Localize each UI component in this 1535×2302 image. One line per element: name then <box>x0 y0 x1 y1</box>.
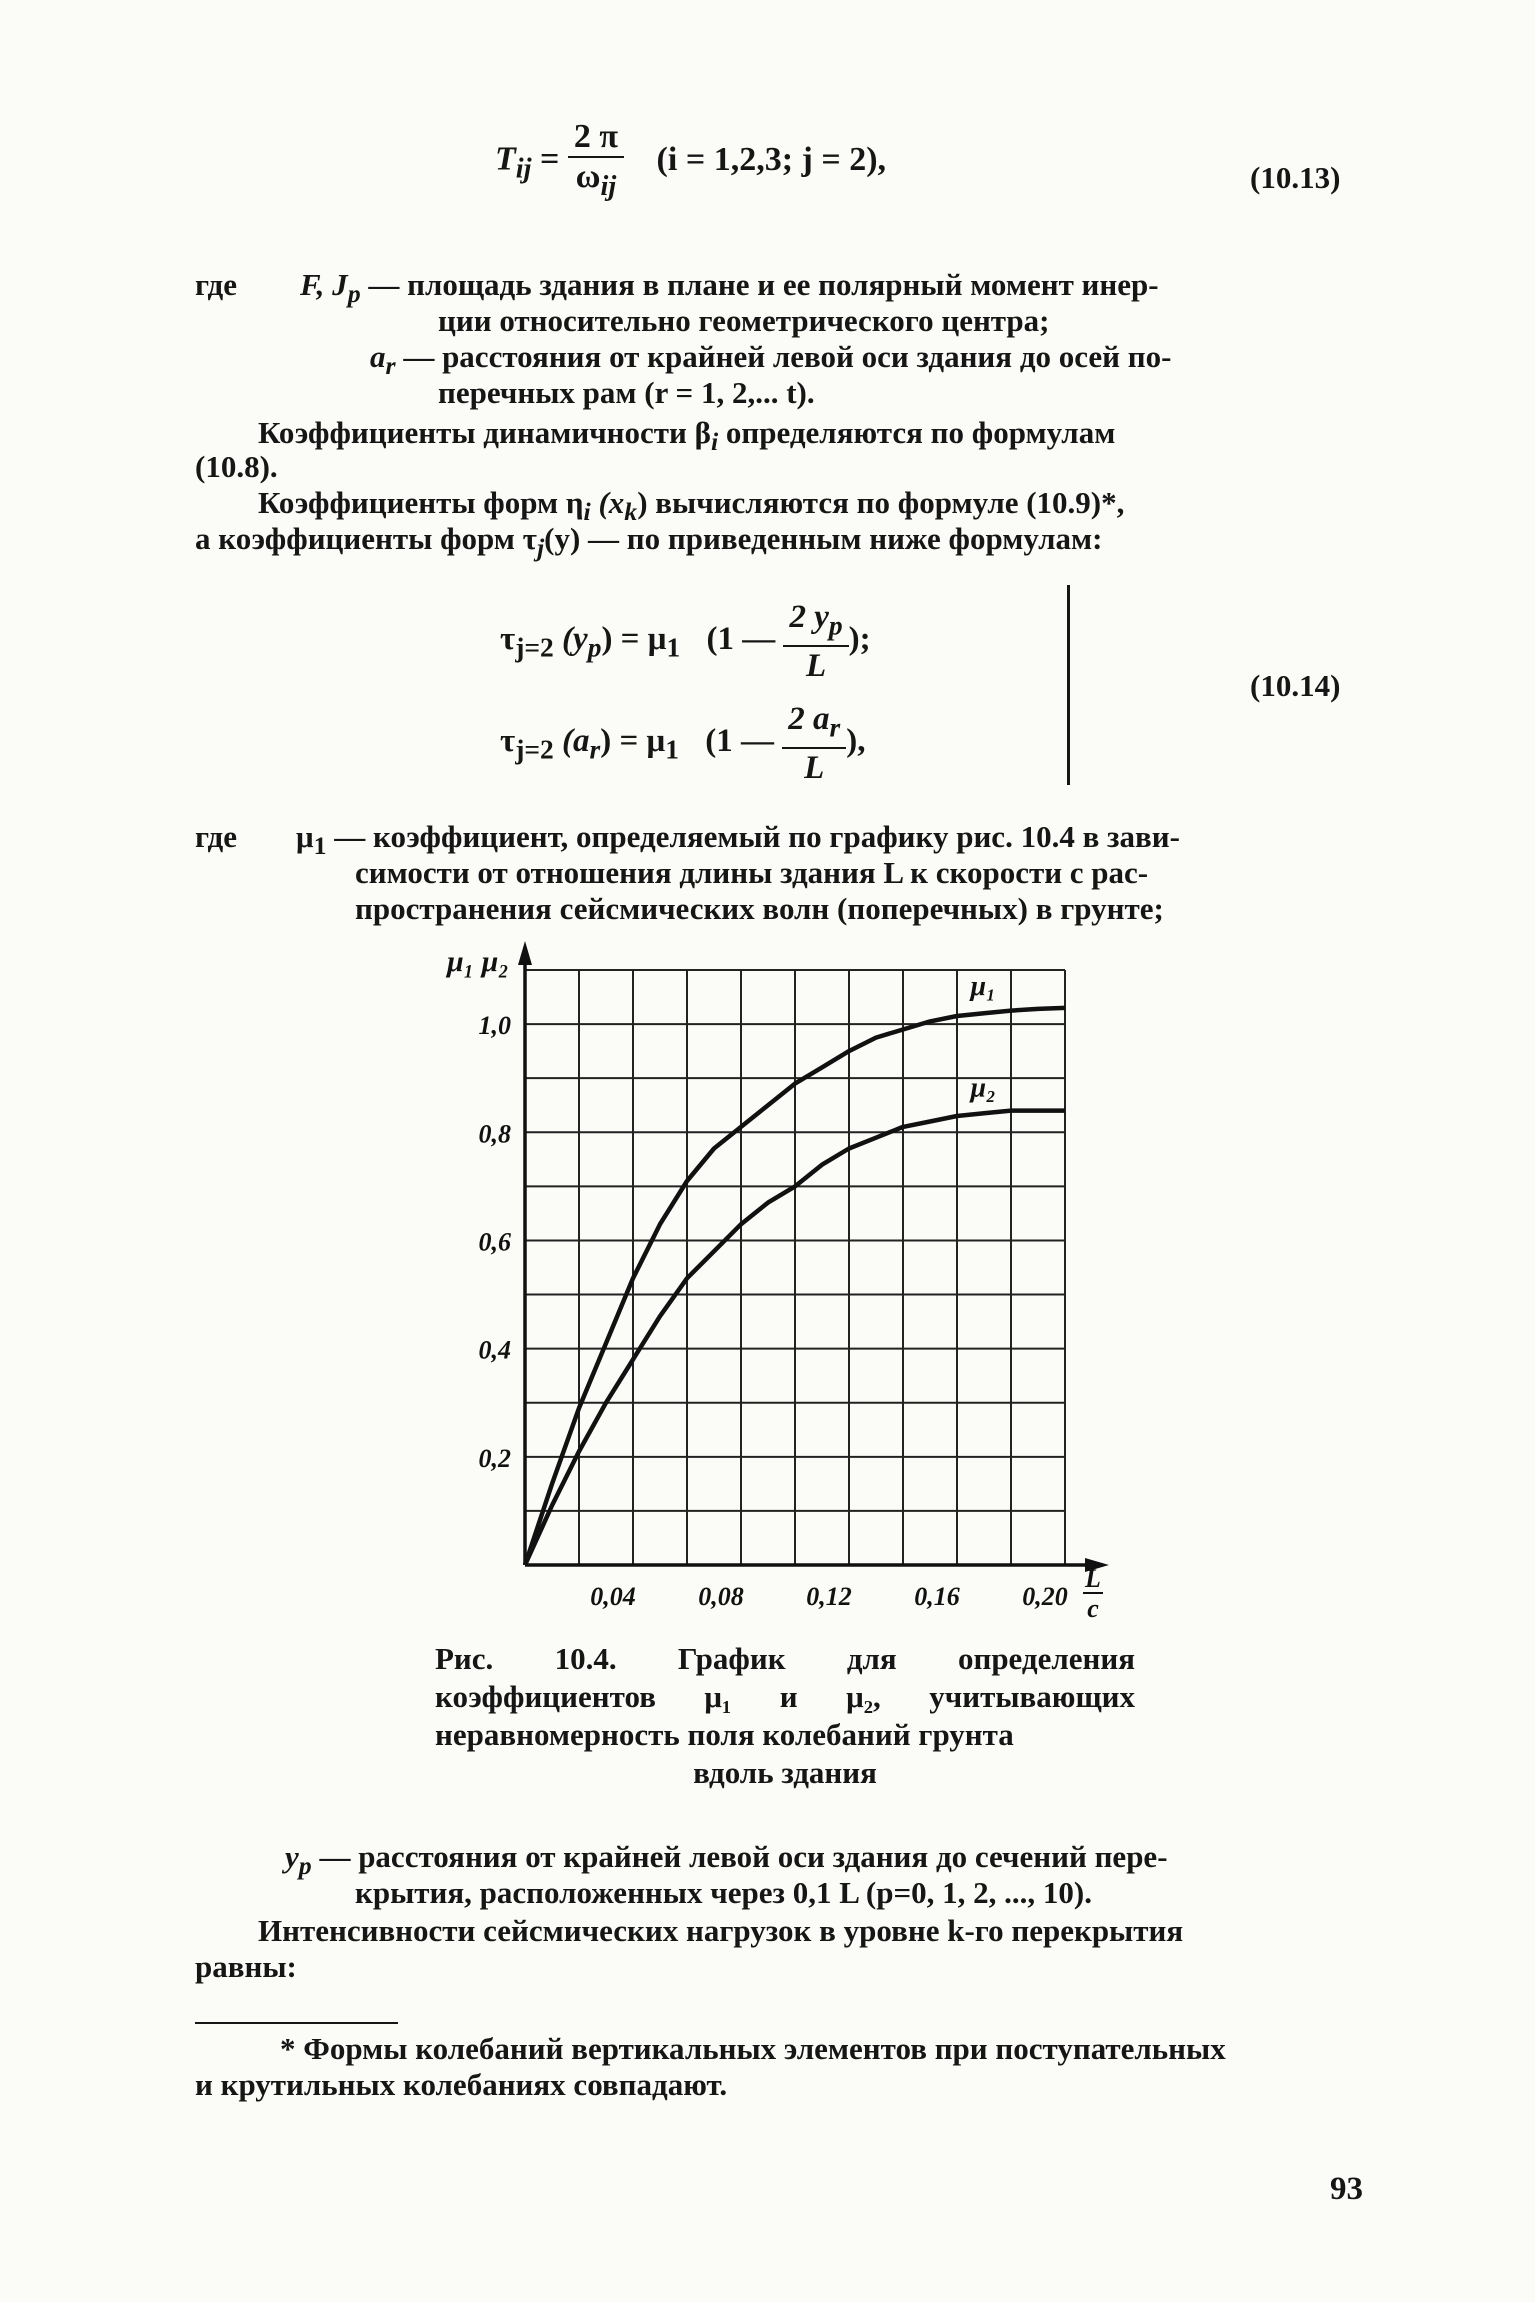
sym-yp-sub: p <box>298 1851 312 1881</box>
eq14-r1-arg: (y <box>553 620 588 657</box>
caption-last-line: вдоль здания <box>693 1755 877 1790</box>
footnote-rule <box>195 2022 398 2024</box>
y-tick-label: 0,8 <box>478 1119 511 1149</box>
sym-f-jp: F, J <box>300 267 348 302</box>
eq14-r2-fraction <box>782 700 846 787</box>
eq14-r2-eq: ) = μ <box>600 722 666 759</box>
y-tick-label: 0,2 <box>478 1443 511 1473</box>
para-dynamic-coef <box>258 414 1115 461</box>
para1-text-b: определяются по формулам <box>718 415 1116 450</box>
eq14-r1-num-text: 2 y <box>789 599 829 635</box>
def-area-line2: ции относительно геометрического центра; <box>438 303 1050 338</box>
page-number: 93 <box>1330 2171 1363 2207</box>
para2-text-d: а коэффициенты форм τ <box>195 521 537 556</box>
eq-equals: = <box>531 140 568 178</box>
def-area-line1: — площадь здания в плане и ее полярный момент инер- <box>360 267 1159 302</box>
eq14-r2-tau: τ <box>500 722 516 759</box>
caption-text: Рис. 10.4. График для определения коэффициентов μ₁ и μ₂, учитывающих неравномерность поля колебаний грунта <box>435 1641 1135 1752</box>
eq14-r2-num <box>782 700 846 749</box>
para2-xk: (x <box>590 485 625 520</box>
eq14-r1-num-sub: p <box>828 609 843 641</box>
eq14-r2-open: (1 — <box>705 722 775 759</box>
footnote-line2: и крутильных колебаниях совпадают. <box>195 2067 728 2102</box>
eq14-r1-close: ); <box>848 620 871 657</box>
y-axis-label: μ₁ μ₂ <box>447 945 509 978</box>
x-tick-label: 0,12 <box>806 1582 852 1611</box>
eq14-r2-den: L <box>804 749 825 786</box>
eq14-r1-sub: j=2 <box>515 631 554 663</box>
eq-den-omega: ω <box>575 158 601 195</box>
eq-lhs-sub: ij <box>515 153 532 185</box>
sym-ar-sub: r <box>385 351 396 381</box>
figure-10-4-chart <box>415 935 1155 1635</box>
eq14-r1-arg-sub: p <box>587 631 602 663</box>
para1-beta-sub: i <box>710 427 719 457</box>
para2-text-e: (y) — по приведенным ниже формулам: <box>544 521 1103 556</box>
x-axis-label-den: c <box>1087 1594 1099 1623</box>
x-axis-label-num: L <box>1085 1564 1101 1593</box>
y-axis-arrow <box>518 941 532 965</box>
para-intensity: Интенсивности сейсмических нагрузок в уровне k-го перекрытия <box>258 1913 1184 1948</box>
where2-line2: симости от отношения длины здания L к скорости c рас- <box>355 855 1149 890</box>
eq-denominator <box>568 158 624 206</box>
figure-caption <box>435 1640 1135 1792</box>
where2-line3: пространения сейсмических волн (поперечных) в грунте; <box>355 891 1164 926</box>
eq-den-sub: ij <box>600 170 617 202</box>
equation-number-10-13: (10.13) <box>1250 160 1341 195</box>
eq14-r1-tau: τ <box>500 620 516 657</box>
y-tick-label: 1,0 <box>478 1011 511 1041</box>
series-label-1: μ₁ <box>970 970 996 1002</box>
para2-text-c: ) вычисляются по формуле (10.9)*, <box>637 485 1125 520</box>
y-tick-label: 0,4 <box>478 1335 511 1365</box>
eq14-r1-num <box>783 598 848 647</box>
where-lead: где <box>195 267 237 302</box>
def-yp-line1: — расстояния от крайней левой оси здания до сечений пере- <box>311 1839 1168 1874</box>
x-tick-label: 0,16 <box>914 1582 960 1611</box>
para1-text-a: Коэффициенты динамичности β <box>258 415 711 450</box>
eq-numerator: 2 π <box>568 118 624 158</box>
where2-line1: — коэффициент, определяемый по графику рис. 10.4 в зави- <box>326 819 1180 854</box>
para-intensity-line2: равны: <box>195 1949 297 1984</box>
eq14-r1-fraction <box>783 598 848 685</box>
eq14-r1-mu-sub: 1 <box>666 631 681 663</box>
eq14-r2-arg-sub: r <box>589 733 601 765</box>
series-label-2: μ₂ <box>970 1072 996 1104</box>
sym-ar: a <box>370 339 386 374</box>
equation-10-14-row1 <box>500 598 871 685</box>
sym-mu1-sub: 1 <box>313 831 327 861</box>
equation-10-14-row2 <box>500 700 865 787</box>
x-tick-label: 0,20 <box>1022 1582 1068 1611</box>
eq14-r1-den: L <box>805 647 827 684</box>
x-tick-label: 0,08 <box>698 1582 744 1611</box>
def-yp-line2: крытия, расположенных через 0,1 L (p=0, 1, 2, ..., 10). <box>355 1875 1092 1910</box>
def-ar-line2: перечных рам (r = 1, 2,... t). <box>438 375 815 410</box>
eq14-r2-mu-sub: 1 <box>665 733 680 765</box>
sym-yp: y <box>285 1839 299 1874</box>
eq14-r2-num-sub: r <box>829 711 841 743</box>
x-tick-label: 0,04 <box>590 1582 636 1611</box>
def-ar-line1: — расстояния от крайней левой оси здания до осей по- <box>395 339 1172 374</box>
para2-eta-sub: i <box>583 497 591 527</box>
para1-line2: (10.8). <box>195 449 278 484</box>
sym-jp-sub: p <box>347 279 361 309</box>
para2-text-a: Коэффициенты форм η <box>258 485 584 520</box>
eq-condition: (i = 1,2,3; j = 2), <box>656 140 887 178</box>
eq14-r1-eq: ) = μ <box>601 620 667 657</box>
eq14-r2-arg: (a <box>553 722 590 759</box>
equation-number-10-14: (10.14) <box>1250 668 1341 703</box>
eq14-r1-open: (1 — <box>706 620 776 657</box>
eq14-r2-sub: j=2 <box>515 733 554 765</box>
y-tick-label: 0,6 <box>478 1227 511 1257</box>
eq-lhs: T <box>495 140 516 178</box>
equation-10-13 <box>495 118 886 206</box>
para2-line2 <box>195 520 1102 567</box>
equation-brace <box>1055 585 1070 785</box>
sym-mu1: μ <box>296 819 314 854</box>
para2-tau-sub: j <box>536 533 545 563</box>
footnote-line1: * Формы колебаний вертикальных элементов при поступательных <box>280 2031 1226 2066</box>
para2-k-sub: k <box>624 497 638 527</box>
where2-lead: где <box>195 819 237 854</box>
eq-fraction <box>568 118 624 206</box>
eq14-r2-close: ), <box>846 722 866 759</box>
eq14-r2-num-text: 2 a <box>788 701 830 737</box>
